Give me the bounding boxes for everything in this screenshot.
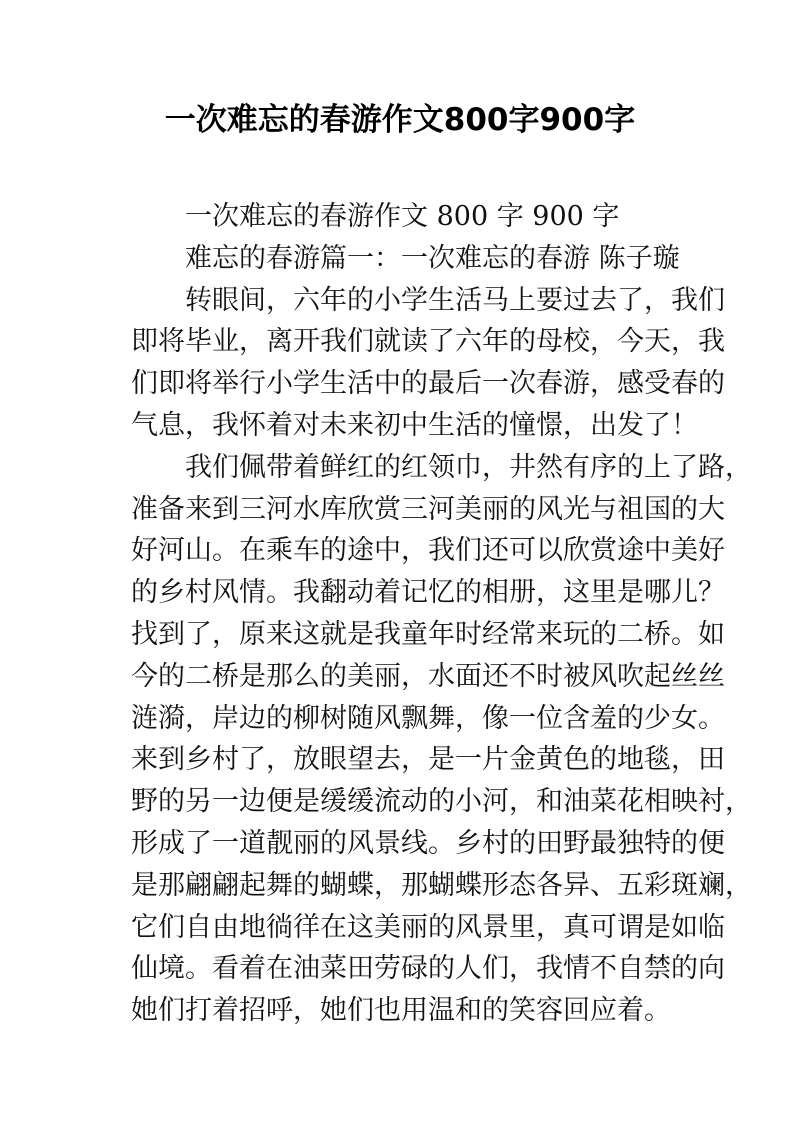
text-line: 野的另一边便是缓缓流动的小河，和油菜花相映衬，	[131, 786, 752, 818]
text-line: 准备来到三河水库欣赏三河美丽的风光与祖国的大	[131, 493, 725, 525]
text-line: 的乡村风情。我翻动着记忆的相册，这里是哪儿？	[131, 577, 725, 609]
text-line: 我们佩带着鲜红的红领巾，井然有序的上了路，	[185, 451, 752, 483]
document-title: 一次难忘的春游作文800字900字	[164, 102, 636, 138]
text-line: 今的二桥是那么的美丽，水面还不时被风吹起丝丝	[131, 660, 725, 692]
text-line: 难忘的春游篇一：一次难忘的春游 陈子璇	[185, 242, 680, 274]
text-line: 好河山。在乘车的途中，我们还可以欣赏途中美好	[131, 535, 725, 567]
text-line: 即将毕业，离开我们就读了六年的母校，今天，我	[131, 326, 725, 358]
text-line: 一次难忘的春游作文 800 字 900 字	[185, 201, 620, 232]
text-line: 们即将举行小学生活中的最后一次春游，感受春的	[131, 368, 725, 400]
text-line: 是那翩翩起舞的蝴蝶，那蝴蝶形态各异、五彩斑斓，	[131, 869, 752, 901]
text-line: 她们打着招呼，她们也用温和的笑容回应着。	[131, 995, 671, 1027]
text-line: 形成了一道靓丽的风景线。乡村的田野最独特的便	[131, 827, 725, 859]
text-line: 仙境。看着在油菜田劳碌的人们，我情不自禁的向	[131, 953, 725, 985]
text-line: 涟漪，岸边的柳树随风飘舞，像一位含羞的少女。	[131, 702, 725, 734]
text-line: 来到乡村了，放眼望去，是一片金黄色的地毯，田	[131, 744, 725, 776]
text-line: 找到了，原来这就是我童年时经常来玩的二桥。如	[131, 618, 725, 650]
text-line: 它们自由地徜徉在这美丽的风景里，真可谓是如临	[131, 911, 725, 943]
text-line: 转眼间，六年的小学生活马上要过去了，我们	[185, 284, 725, 316]
document-body	[131, 196, 752, 1032]
text-line: 气息，我怀着对未来初中生活的憧憬，出发了！	[131, 409, 698, 441]
